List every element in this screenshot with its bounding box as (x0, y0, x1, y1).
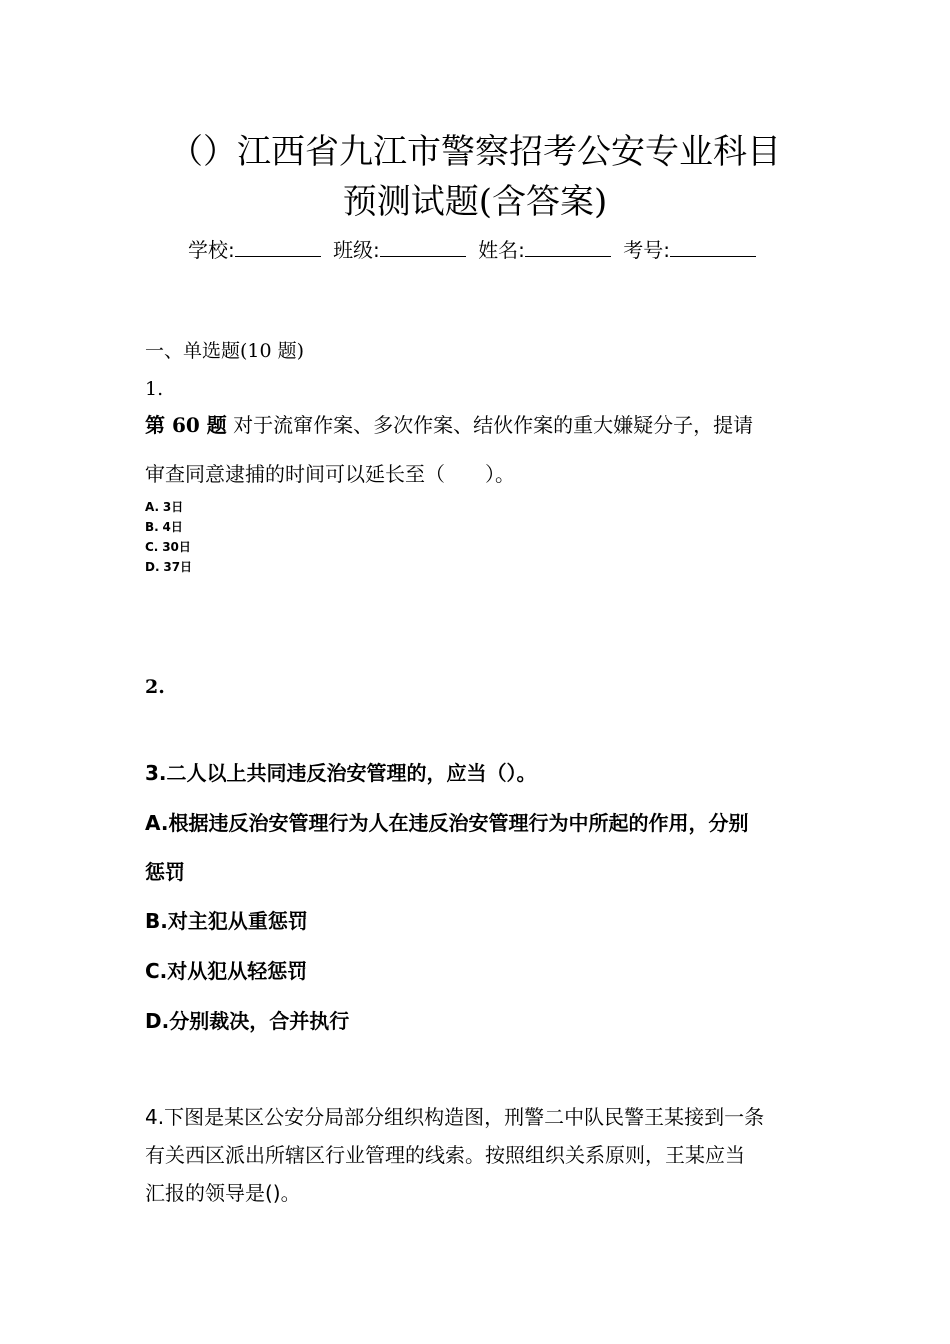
name-blank (525, 238, 611, 257)
exam-number-blank (670, 238, 756, 257)
question-3-option-c: C.对从犯从轻惩罚 (145, 959, 308, 983)
question-3-option-b: B.对主犯从重惩罚 (145, 909, 308, 933)
question-4-line3: 汇报的领导是()。 (145, 1181, 301, 1205)
question-3-option-a-line1: A.根据违反治安管理行为人在违反治安管理行为中所起的作用，分别 (145, 811, 749, 835)
question-1-stem-line1 (145, 410, 753, 440)
question-1-tag: 第 60 题 (145, 413, 227, 437)
class-blank (380, 238, 466, 257)
school-blank (235, 238, 321, 257)
document-title-line2: 预测试题(含答案) (342, 182, 608, 222)
question-2-number: 2. (145, 676, 165, 698)
question-4-line2: 有关西区派出所辖区行业管理的线索。按照组织关系原则，王某应当 (145, 1143, 745, 1167)
question-1-text-line1: 对于流窜作案、多次作案、结伙作案的重大嫌疑分子，提请 (226, 413, 754, 437)
question-3-stem: 3.二人以上共同违反治安管理的，应当（）。 (145, 761, 537, 785)
question-3-option-a-line2: 惩罚 (145, 860, 185, 884)
question-3-option-d: D.分别裁决，合并执行 (145, 1009, 350, 1033)
question-1-option-d: D. 37日 (145, 560, 193, 574)
question-1-option-b: B. 4日 (145, 520, 183, 534)
name-label: 姓名: (478, 238, 525, 262)
question-1-option-a: A. 3日 (145, 500, 184, 514)
document-title-line1: （）江西省九江市警察招考公安专业科目 (169, 132, 781, 172)
exam-number-label: 考号: (623, 238, 671, 262)
question-1-text-line2: 审查同意逮捕的时间可以延长至（ ）。 (145, 462, 515, 486)
question-1-option-c: C. 30日 (145, 540, 191, 554)
class-label: 班级: (333, 238, 380, 262)
student-info-row (0, 236, 950, 264)
question-4-line1: 4.下图是某区公安分局部分组织构造图，刑警二中队民警王某接到一条 (145, 1105, 765, 1129)
school-label: 学校: (187, 238, 235, 262)
question-1-number: 1. (145, 378, 164, 400)
section-heading: 一、单选题(10 题) (145, 340, 305, 362)
